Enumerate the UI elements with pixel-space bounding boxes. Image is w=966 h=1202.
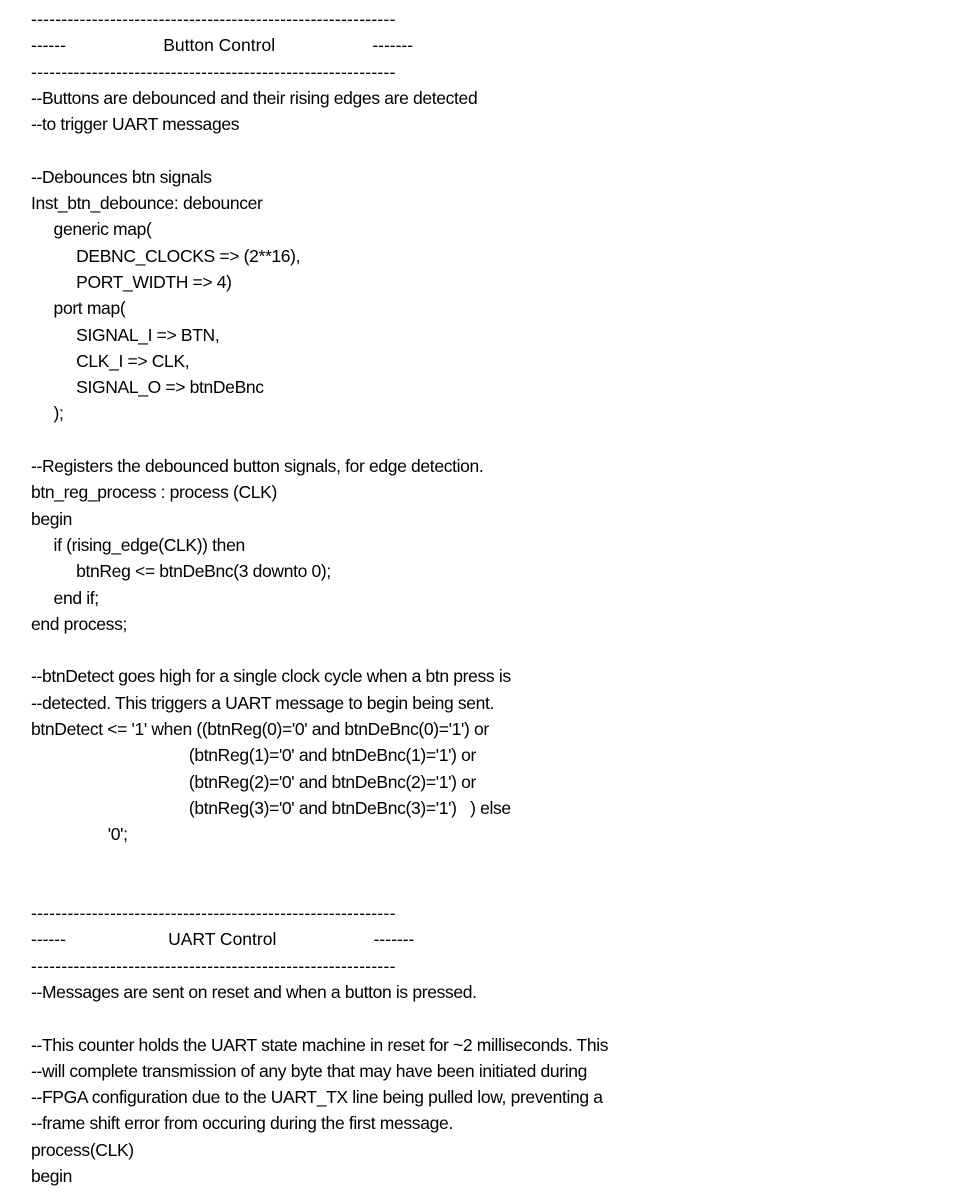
code-line: Inst_btn_debounce: debouncer	[31, 193, 263, 214]
comment-line: --will complete transmission of any byte that may have been initiated during	[31, 1060, 588, 1081]
separator-rule: ------------------------------------------------------------	[31, 9, 396, 29]
code-line: btnDetect <= '1' when ((btnReg(0)='0' and btnDeBnc(0)='1') or	[31, 719, 489, 740]
comment-line: --Messages are sent on reset and when a button is pressed.	[31, 981, 477, 1002]
code-line: '0';	[31, 824, 128, 845]
comment-line: --Debounces btn signals	[31, 166, 212, 187]
comment-line: --This counter holds the UART state machine in reset for ~2 milliseconds. This	[31, 1034, 609, 1055]
code-line: btn_reg_process : process (CLK)	[31, 482, 277, 503]
comment-line: --to trigger UART messages	[31, 114, 240, 135]
section-banner: ------ UART Control -------	[31, 929, 415, 950]
comment-line: --btnDetect goes high for a single clock cycle when a btn press is	[31, 666, 511, 687]
section-banner: ------ Button Control -------	[31, 35, 414, 56]
code-line: btnReg <= btnDeBnc(3 downto 0);	[31, 561, 331, 582]
code-line: DEBNC_CLOCKS => (2**16),	[31, 245, 301, 266]
comment-line: --Registers the debounced button signals, for edge detection.	[31, 456, 484, 477]
blank-line	[0, 137, 966, 163]
separator-rule: ------------------------------------------------------------	[31, 61, 396, 82]
code-line: SIGNAL_O => btnDeBnc	[31, 377, 264, 398]
comment-line: --FPGA configuration due to the UART_TX line being pulled low, preventing a	[31, 1087, 603, 1108]
code-line: SIGNAL_I => BTN,	[31, 324, 220, 345]
code-line: if (rising_edge(CLK)) then	[31, 534, 245, 555]
code-line: PORT_WIDTH => 4)	[31, 271, 232, 292]
blank-line	[0, 637, 966, 663]
code-line: begin	[31, 508, 73, 529]
code-line: );	[31, 403, 64, 424]
code-line: end process;	[31, 613, 127, 634]
code-line: begin	[31, 1166, 73, 1187]
blank-line	[0, 874, 966, 900]
code-line: (btnReg(1)='0' and btnDeBnc(1)='1') or	[31, 745, 476, 766]
code-line: (btnReg(3)='0' and btnDeBnc(3)='1') ) else	[31, 797, 511, 818]
code-line: port map(	[31, 298, 126, 319]
comment-line: --Buttons are debounced and their rising edges are detected	[31, 87, 478, 108]
blank-line	[0, 1005, 966, 1031]
code-line: end if;	[31, 587, 99, 608]
blank-line	[0, 427, 966, 453]
comment-line: --detected. This triggers a UART message to begin being sent.	[31, 692, 495, 713]
code-line: CLK_I => CLK,	[31, 350, 190, 371]
comment-line: --frame shift error from occuring during the first message.	[31, 1113, 453, 1134]
code-line: (btnReg(2)='0' and btnDeBnc(2)='1') or	[31, 771, 476, 792]
blank-line	[0, 848, 966, 874]
code-line: generic map(	[31, 219, 152, 240]
separator-rule: ------------------------------------------------------------	[31, 955, 396, 976]
separator-rule: ------------------------------------------------------------	[31, 903, 396, 924]
code-line: process(CLK)	[31, 1139, 134, 1160]
